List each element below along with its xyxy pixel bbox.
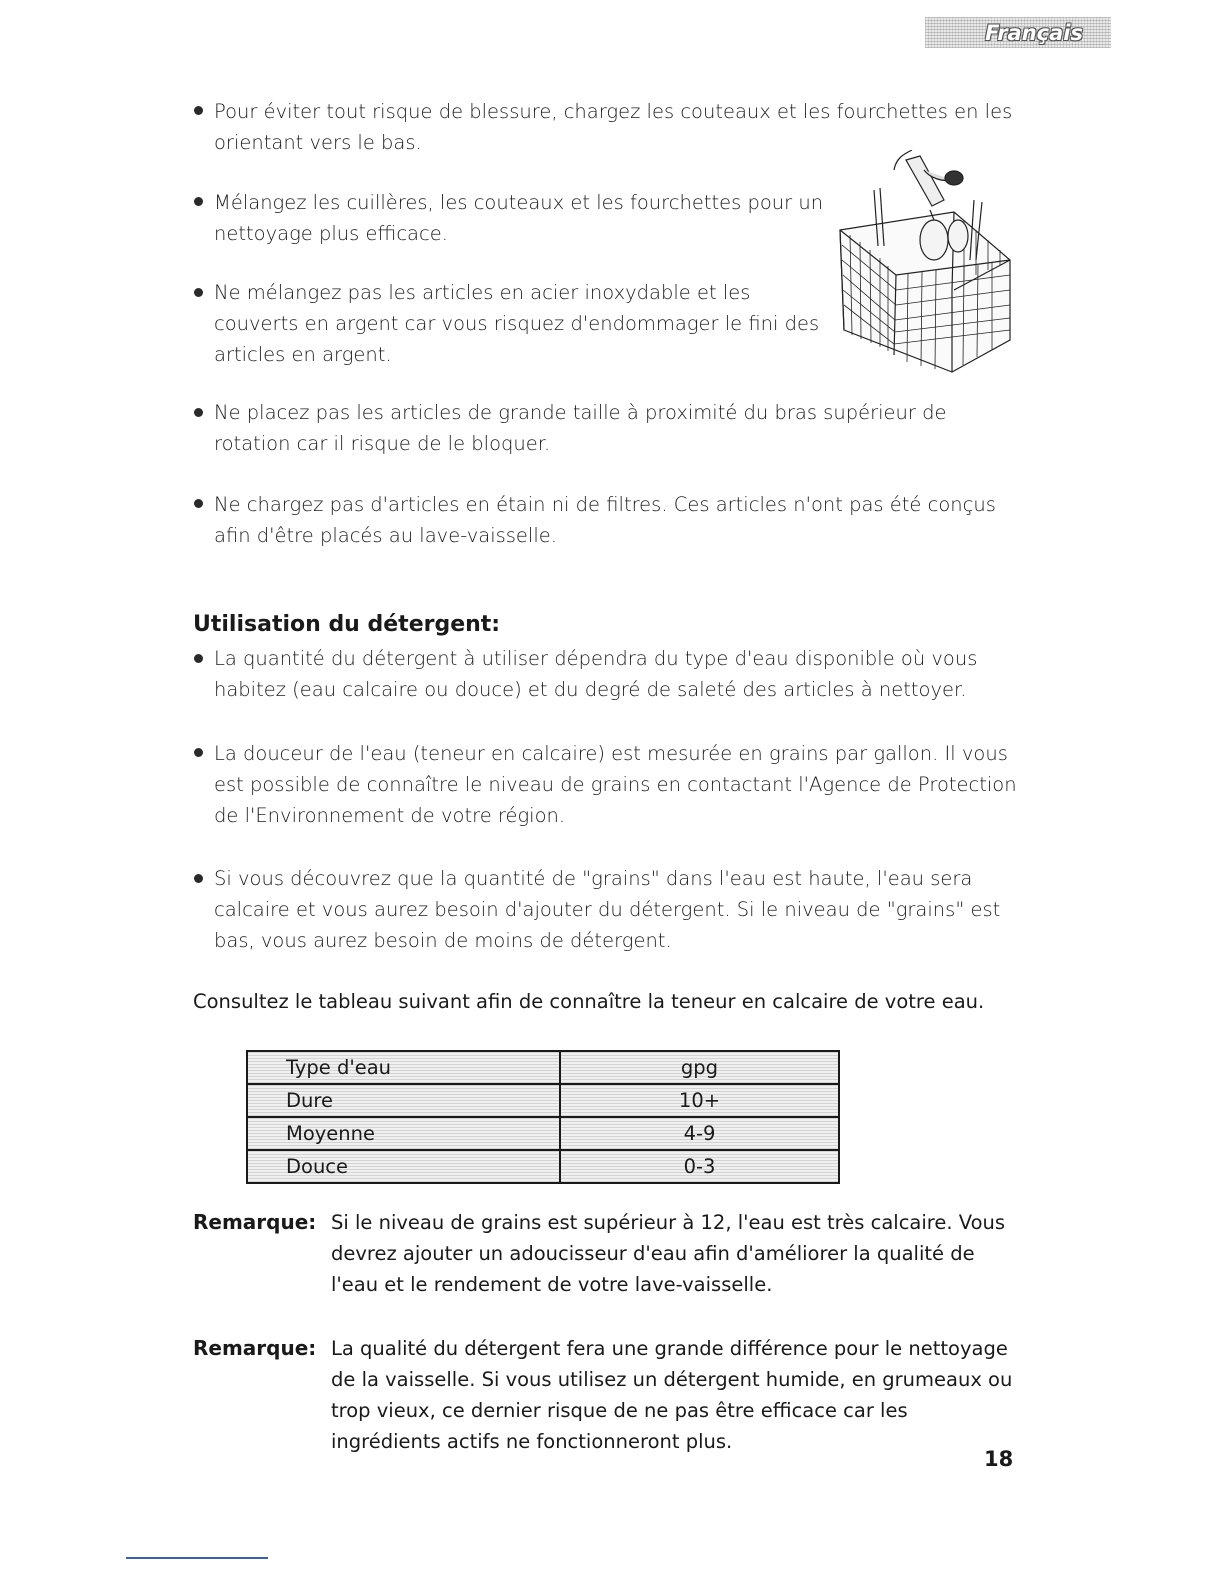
table-header-row <box>247 1051 839 1084</box>
table-header-gpg: gpg <box>560 1051 839 1084</box>
note-label: Remarque: <box>193 1336 317 1360</box>
table-row <box>247 1084 839 1117</box>
section-heading: Utilisation du détergent: <box>193 612 501 637</box>
bullet-dot <box>194 874 203 883</box>
table-header-type: Type d'eau <box>247 1051 560 1084</box>
language-tab <box>925 17 1111 48</box>
language-tab-label: Français <box>985 20 1083 45</box>
bullet-dot <box>194 654 203 663</box>
table-cell: Douce <box>247 1150 560 1183</box>
page-number: 18 <box>984 1447 1014 1471</box>
water-hardness-table <box>246 1050 840 1184</box>
bullet-text-detergent-quantity: La quantité du détergent à utiliser dépendra du type d'eau disponible où vous habitez (eau calcaire ou douce) et du degré de saleté des articles à nettoyer. <box>214 647 978 701</box>
bullet-dot <box>194 499 203 508</box>
bullet-dot <box>194 288 203 297</box>
bullet-text-blade-orientation: Pour éviter tout risque de blessure, chargez les couteaux et les fourchettes en les orientant vers le bas. <box>214 100 1013 154</box>
table-row <box>247 1150 839 1183</box>
table-row <box>247 1117 839 1150</box>
table-cell: Moyenne <box>247 1117 560 1150</box>
bullet-dot <box>194 106 203 115</box>
bullet-dot <box>194 748 203 757</box>
bullet-dot <box>194 408 203 417</box>
table-cell: 4-9 <box>560 1117 839 1150</box>
bullet-text-stainless-silver: Ne mélangez pas les articles en acier inoxydable et les couverts en argent car vous risquez d'endommager le fini des articles en argent. <box>214 281 820 366</box>
bullet-text-pewter-filters: Ne chargez pas d'articles en étain ni de filtres. Ces articles n'ont pas été conçus afin d'être placés au lave-vaisselle. <box>214 493 996 547</box>
bullet-text-mix-cutlery: Mélangez les cuillères, les couteaux et les fourchettes pour un nettoyage plus efficace. <box>214 191 824 245</box>
bullet-text-grains-level: Si vous découvrez que la quantité de "grains" dans l'eau est haute, l'eau sera calcaire et vous aurez besoin d'ajouter du détergent. Si le niveau de "grains" est bas, vous aurez besoin de moins de détergent. <box>214 867 1001 952</box>
table-intro: Consultez le tableau suivant afin de connaître la teneur en calcaire de votre eau. <box>193 990 985 1013</box>
table-cell: 10+ <box>560 1084 839 1117</box>
cutlery-basket-icon <box>834 150 1014 375</box>
note-label: Remarque: <box>193 1210 317 1234</box>
note-text-water-softener: Si le niveau de grains est supérieur à 12, l'eau est très calcaire. Vous devrez ajouter un adoucisseur d'eau afin d'améliorer la qualité de l'eau et le rendement de votre lave-vaisselle. <box>331 1211 1006 1296</box>
table-cell: 0-3 <box>560 1150 839 1183</box>
footer-rule <box>126 1557 268 1559</box>
bullet-dot <box>194 197 203 206</box>
bullet-text-water-hardness: La douceur de l'eau (teneur en calcaire) est mesurée en grains par gallon. Il vous est possible de connaître le niveau de grains en contactant l'Agence de Protection de l'Environnement de votre région. <box>214 742 1017 827</box>
table-cell: Dure <box>247 1084 560 1117</box>
bullet-text-large-items: Ne placez pas les articles de grande taille à proximité du bras supérieur de rotation car il risque de le bloquer. <box>214 401 947 455</box>
note-text-detergent-quality: La qualité du détergent fera une grande différence pour le nettoyage de la vaisselle. Si vous utilisez un détergent humide, en grumeaux ou trop vieux, ce dernier risque de ne pas être efficace car les ingrédients actifs ne fonctionneront plus. <box>331 1337 1013 1453</box>
